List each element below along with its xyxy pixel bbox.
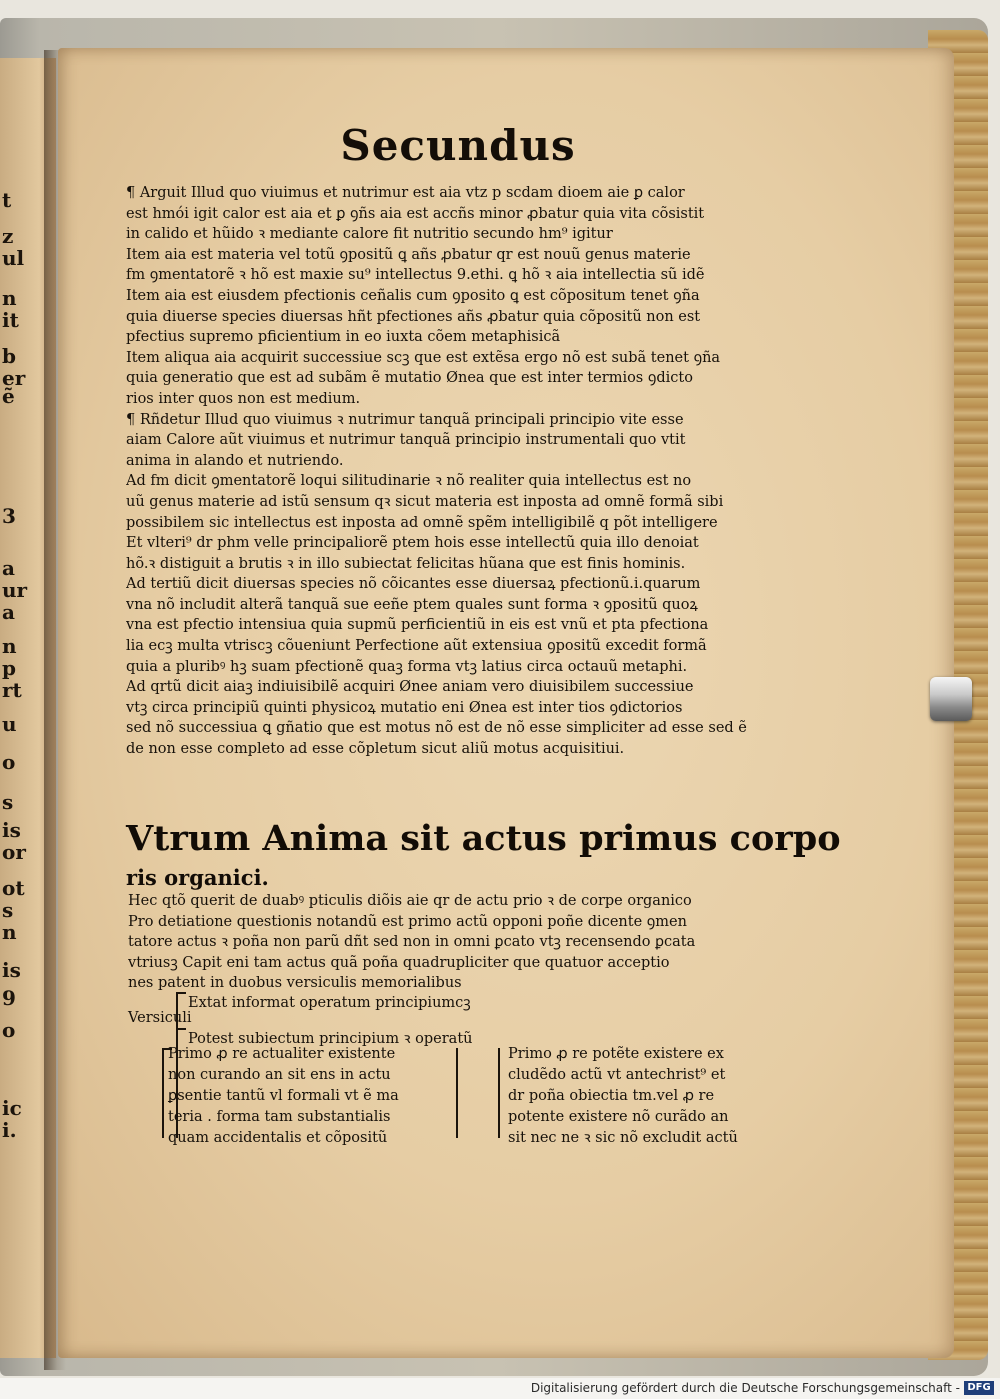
text-line: quia generatio que est ad subãm ẽ mutatio Ønea que est inter termios ꝯdicto [126, 370, 693, 387]
text-line: Item aia est materia vel totũ ꝯpositũ ꝗ añs ꝓbatur qr est nouũ genus materie [126, 246, 691, 263]
text-line: vna est pfectio intensiua quia supmũ perficientiũ in eis est vnũ et pta pfectiona [126, 617, 709, 634]
text-line: vna nõ includit alterã tanquã sue eeñe ptem quales sunt forma ꝛ ꝯpositũ quoꝝ [126, 596, 698, 613]
text-line: vtꝫ circa principiũ quinti physicoꝝ mutatio eni Ønea est inter tios ꝯdictorios [126, 699, 683, 716]
bracket-vertical [498, 1048, 500, 1138]
left-fragment: t [2, 188, 12, 212]
left-fragment: p [2, 656, 16, 680]
left-fragment: n [2, 920, 17, 944]
text-line: hõ.ꝛ distiguit a brutis ꝛ in illo subiectat felicitas hũana que est finis hominis. [126, 555, 686, 572]
left-fragment: a [2, 556, 15, 580]
text-line: fm ꝯmentatorẽ ꝛ hõ est maxie su⁹ intellectus 9.ethi. ꝗ hõ ꝛ aia intellectia sũ idẽ [126, 267, 705, 284]
mnemonic-verse-1: Extat informat operatum principiumcꝫ [188, 995, 471, 1011]
question-text-block [128, 891, 818, 994]
left-fragment: u [2, 712, 17, 736]
left-fragment: or [2, 840, 26, 864]
text-line: Ad tertiũ dicit diuersas species nõ cõicantes esse diuersaꝝ pfectionũ.i.quarum [126, 576, 701, 593]
text-line: nes patent in duobus versiculis memorialibus [128, 975, 462, 991]
column-line: ꝑsentie tantũ vl formali vt ẽ ma [168, 1088, 399, 1104]
text-line: uũ genus materie ad istũ sensum qꝛ sicut materia est inposta ad omnẽ formã sibi [126, 493, 724, 510]
mnemonic-verse-2: Potest subiectum principium ꝛ operatũ [188, 1031, 473, 1047]
left-fragment: s [2, 898, 14, 922]
left-fragment: ul [2, 246, 25, 270]
column-line: sit nec ne ꝛ sic nõ excludit actũ [508, 1130, 738, 1146]
bracket-horizontal [176, 1028, 186, 1030]
versiculi-label: Versiculi [128, 1010, 192, 1026]
text-line: Item aliqua aia acquirit successiue scꝫ que est extẽsa ergo nõ est subã tenet ꝯña [126, 349, 721, 366]
text-line: possibilem sic intellectus est inposta ad omnẽ spẽm intelligibilẽ q põt intelligere [126, 514, 718, 531]
left-fragment: is [2, 818, 21, 842]
text-line: est hmói igit calor est aia et ꝑ ꝯñs aia est accñs minor ꝓbatur quia vita cõsistit [126, 205, 705, 222]
left-fragment: i. [2, 1118, 17, 1142]
text-line: Ad qrtũ dicit aiaꝫ indiuisibilẽ acquiri Ønee aniam vero diuisibilem successiue [126, 679, 694, 696]
text-line: de non esse completo ad esse cõpletum sicut aliũ motus acquisitiui. [126, 741, 625, 758]
left-fragment: ic [2, 1096, 22, 1120]
column-line: Primo ꝓ re potẽte existere ex [508, 1046, 724, 1062]
left-fragment: er [2, 366, 26, 390]
bracket-vertical [162, 1048, 164, 1138]
left-fragment: 3 [2, 504, 16, 528]
left-fragment: ur [2, 578, 28, 602]
text-line: Hec qtõ querit de duabꝰ pticulis diõis aie qr de actu prio ꝛ de corpe organico [128, 893, 692, 909]
left-fragment: ẽ [2, 384, 15, 408]
dfg-logo: DFG [964, 1381, 994, 1395]
text-line: anima in alando et nutriendo. [126, 452, 344, 469]
left-fragment: ot [2, 876, 25, 900]
left-fragment: a [2, 600, 15, 624]
column-left [168, 1044, 399, 1149]
text-line: rios inter quos non est medium. [126, 390, 361, 407]
column-line: non curando an sit ens in actu [168, 1067, 391, 1083]
left-fragment: b [2, 344, 16, 368]
left-fragment: o [2, 1018, 16, 1042]
page-clip [930, 677, 972, 721]
column-line: Primo ꝓ re actualiter existente [168, 1046, 396, 1062]
column-line: teria . forma tam substantialis [168, 1109, 391, 1125]
running-header: Secundus [340, 121, 576, 170]
left-fragment: it [2, 308, 19, 332]
column-line: quam accidentalis et cõpositũ [168, 1130, 388, 1146]
text-line: quia a pluribꝰ hꝫ suam pfectionẽ quaꝫ forma vtꝫ latius circa octauũ metaphi. [126, 658, 688, 675]
question-heading-continuation: ris organici. [126, 865, 269, 890]
footer-bar [0, 1378, 1000, 1399]
left-fragment: n [2, 286, 17, 310]
text-line: Ad fm dicit ꝯmentatorẽ loqui silitudinarie ꝛ nõ realiter quia intellectus est no [126, 473, 692, 490]
column-line: dr poña obiectia tm.vel ꝓ re [508, 1088, 715, 1104]
text-line: lia ecꝫ multa vtriscꝫ cõueniunt Perfectione aũt extensiua ꝯpositũ excedit formã [126, 638, 707, 655]
column-line: potente existere nõ curãdo an [508, 1109, 729, 1125]
text-line: quia diuerse species diuersas hñt pfectiones añs ꝓbatur quia cõpositũ non est [126, 308, 701, 325]
text-line: aiam Calore aũt viuimus et nutrimur tanquã principio instrumentali quo vtit [126, 432, 686, 449]
text-line: Item aia est eiusdem pfectionis ceñalis cum ꝯposito ꝗ est cõpositum tenet ꝯña [126, 287, 700, 304]
text-line: Et vlteri⁹ dr phm velle principaliorẽ ptem hois esse intellectũ quia illo denoiat [126, 535, 699, 552]
text-line: Pro detiatione questionis notandũ est primo actũ opponi poñe dicente ꝯmen [128, 913, 687, 930]
left-fragment: is [2, 958, 21, 982]
column-right [508, 1044, 738, 1149]
text-line: pfectius supremo pficientium in eo iuxta cõem metaphisicã [126, 329, 561, 346]
funding-credit: Digitalisierung gefördert durch die Deutsche Forschungsgemeinschaft - [530, 1381, 960, 1395]
question-heading: Vtrum Anima sit actus primus corpo [126, 818, 841, 859]
text-line: sed nõ successiua ꝗ gñatio que est motus nõ est de nõ esse simpliciter ad esse sed ẽ [126, 720, 747, 737]
text-line: in calido et hũido ꝛ mediante calore fit nutritio secundo hm⁹ igitur [126, 226, 613, 243]
book-page [58, 48, 954, 1358]
text-line: ¶ Rñdetur Illud quo viuimus ꝛ nutrimur tanquã principali principio vite esse [126, 411, 684, 428]
left-fragment: rt [2, 678, 22, 702]
left-fragment: s [2, 790, 14, 814]
bracket-vertical [456, 1048, 458, 1138]
text-line: tatore actus ꝛ poña non parũ dñt sed non in omni ꝑcato vtꝫ recensendo ꝑcata [128, 934, 696, 950]
left-fragment: 9 [2, 986, 16, 1010]
bracket-horizontal [176, 992, 186, 994]
main-text-block [126, 183, 816, 760]
left-fragment: z [2, 224, 14, 248]
left-fragment: o [2, 750, 16, 774]
text-line: vtriusꝫ Capit eni tam actus quã poña quadrupliciter que quatuor acceptio [128, 954, 670, 971]
left-fragment: n [2, 634, 17, 658]
text-line: ¶ Arguit Illud quo viuimus et nutrimur est aia vtz p scdam dioem aie ꝑ calor [126, 185, 685, 201]
column-line: cludẽdo actũ vt antechrist⁹ et [508, 1067, 726, 1083]
